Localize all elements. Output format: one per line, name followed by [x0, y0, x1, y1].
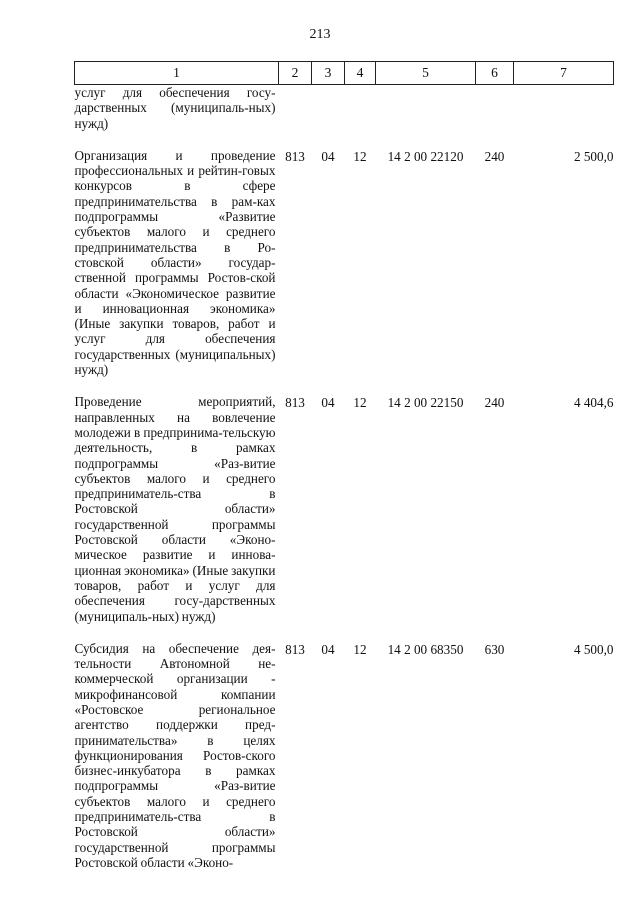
- row-ministry-code: 813: [285, 148, 305, 164]
- row-ministry-code: [279, 85, 312, 131]
- row-description: Субсидия на обеспечение дея-тельности Автономной не-коммерческой организации - микрофинансовой компании «Ростовское региональное агентство поддержки пред-принимательства» в целях функционирования Ростов-ского бизнес-инкубатора в рамках подпрограммы «Раз-витие субъектов малого и среднего предприниматель-ства в Ростовской области» государственной программы Ростовской области «Эконо-: [74, 640, 276, 870]
- row-section: 04: [321, 641, 335, 657]
- header-cell-6: 6: [476, 62, 514, 85]
- row-subsection: 12: [353, 641, 367, 657]
- row-target-article: 14 2 00 22150: [387, 395, 464, 411]
- row-amount: 4 500,0: [573, 641, 614, 657]
- page-number: 213: [309, 27, 331, 42]
- header-cell-3: 3: [312, 62, 345, 85]
- budget-table: [74, 61, 614, 870]
- row-section: 04: [321, 395, 335, 411]
- row-description: услуг для обеспечения госу-дарственных (муниципаль-ных) нужд): [74, 85, 276, 131]
- row-target-article: 14 2 00 68350: [387, 641, 464, 657]
- row-expense-type: 240: [484, 148, 505, 164]
- row-spacer: [75, 131, 614, 148]
- row-expense-type: [476, 85, 514, 131]
- header-cell-1: 1: [75, 62, 279, 85]
- header-row: [75, 62, 614, 85]
- row-target-article: 14 2 00 22120: [387, 148, 464, 164]
- row-ministry-code: 813: [285, 641, 305, 657]
- row-amount: [514, 85, 614, 131]
- header-cell-7: 7: [514, 62, 614, 85]
- header-cell-5: 5: [376, 62, 476, 85]
- row-section: [312, 85, 345, 131]
- table-row: [75, 148, 614, 377]
- row-description: Проведение мероприятий, направленных на вовлечение молодежи в предпринима-тельскую деятельность, в рамках подпрограммы «Раз-витие субъектов малого и среднего предприниматель-ства в Ростовской области» государственной программы Ростовской области «Эконо-мическое развитие и иннова-ционная экономика» (Иные закупки товаров, работ и услуг для обеспечения госу-дарственных (муниципаль-ных) нужд): [74, 394, 276, 624]
- row-section: 04: [321, 148, 335, 164]
- row-subsection: 12: [353, 395, 367, 411]
- row-subsection: 12: [353, 148, 367, 164]
- row-target-article: [376, 85, 476, 131]
- row-expense-type: 630: [484, 641, 505, 657]
- row-spacer: [75, 377, 614, 394]
- table-row: [75, 394, 614, 623]
- table-row: [75, 641, 614, 870]
- row-description: Организация и проведение профессиональных и рейтин-говых конкурсов в сфере предпринимательства в рам-ках подпрограммы «Развитие субъектов малого и среднего предпринимательства в Ро-стовской области» государ-ственной программы Ростов-ской области «Экономическое развитие и инновационная экономика» (Иные закупки товаров, работ и услуг для обеспечения государственных (муниципальных) нужд): [74, 147, 276, 378]
- row-amount: 2 500,0: [573, 148, 614, 164]
- header-cell-2: 2: [279, 62, 312, 85]
- row-spacer: [75, 624, 614, 641]
- row-ministry-code: 813: [285, 395, 305, 411]
- row-expense-type: 240: [484, 395, 505, 411]
- header-cell-4: 4: [345, 62, 376, 85]
- row-subsection: [345, 85, 376, 131]
- row-amount: 4 404,6: [573, 395, 614, 411]
- table-row: [75, 85, 614, 131]
